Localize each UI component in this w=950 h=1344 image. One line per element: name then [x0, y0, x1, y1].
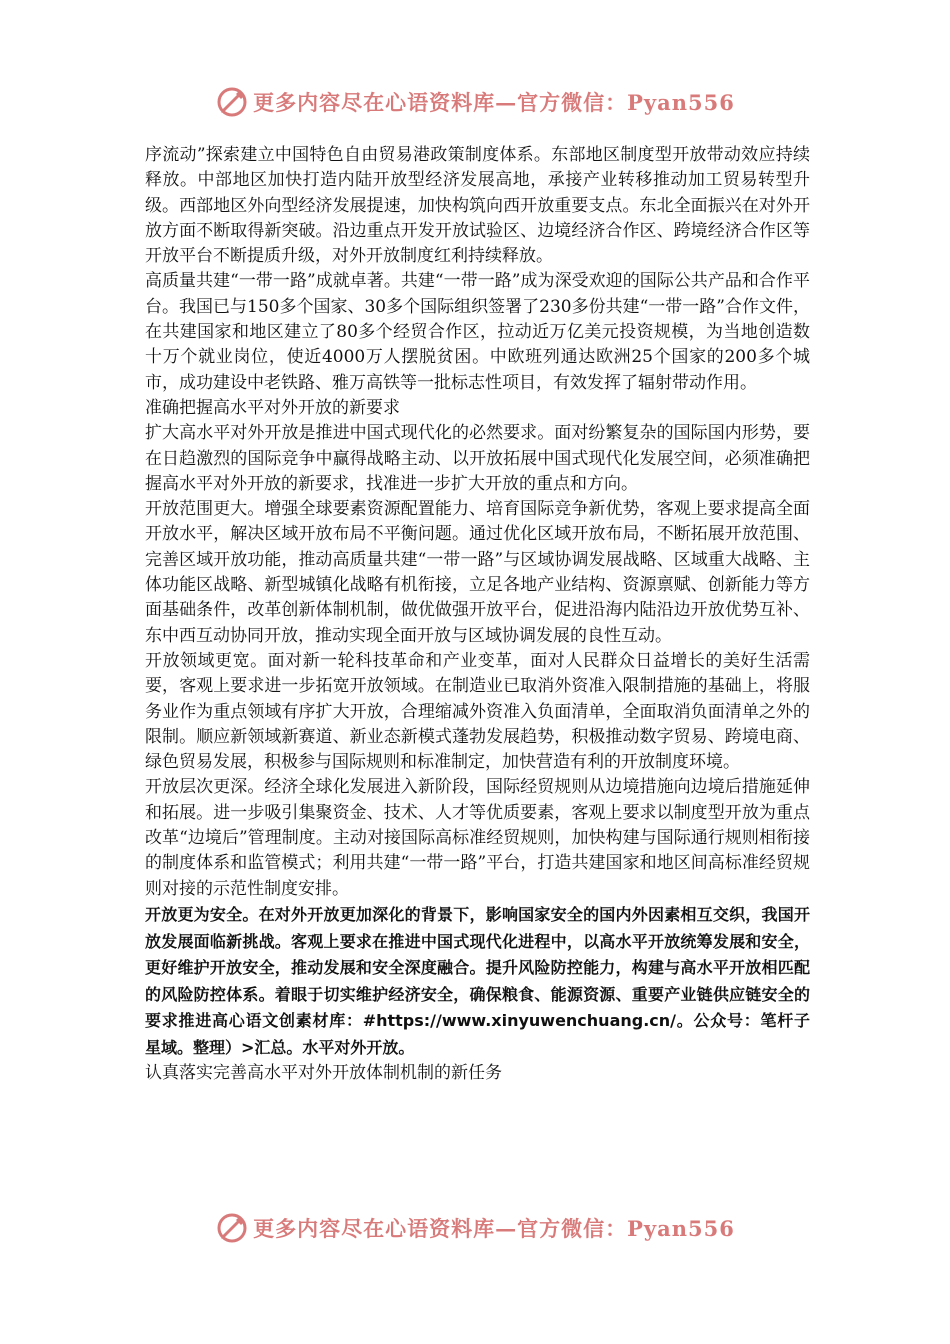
- paragraph-secure-opening: 开放更为安全。在对外开放更加深化的背景下，影响国家安全的国内外因素相互交织，我国开放发展面临新挑战。客观上要求在推进中国式现代化进程中，以高水平开放统筹发展和安全，更好维护开放安全，推动发展和安全深度融合。提升风险防控能力，构建与高水平开放相匹配的风险防控体系。着眼于切实维护经济安全，确保粮食、能源资源、重要产业链供应链安全的要求推进高心语文创素材库：#https://www.xinyuwenchuang.cn/。公众号：笔杆子星域。整理）>汇总。水平对外开放。: [145, 904, 810, 1057]
- header-watermark: [0, 82, 950, 122]
- footer-watermark: [0, 1208, 950, 1248]
- paragraph-deeper-levels: 开放层次更深。经济全球化发展进入新阶段，国际经贸规则从边境措施向边境后措施延伸和拓展。进一步吸引集聚资金、技术、人才等优质要素，客观上要求以制度型开放为重点改革“边境后”管理制度。主动对接国际高标准经贸规则，加快构建与国际通行规则相衔接的制度体系和监管模式；利用共建“一带一路”平台，打造共建国家和地区间高标准经贸规则对接的示范性制度安排。: [145, 777, 810, 899]
- document-body: [145, 143, 810, 1087]
- paragraph-broader-fields: 开放领域更宽。面对新一轮科技革命和产业变革，面对人民群众日益增长的美好生活需要，客观上要求进一步拓宽开放领域。在制造业已取消外资准入限制措施的基础上，将服务业作为重点领域有序扩大开放，合理缩减外资准入负面清单，全面取消负面清单之外的限制。顺应新领域新赛道、新业态新模式蓬勃发展趋势，积极推动数字贸易、跨境电商、绿色贸易发展，积极参与国际规则和标准制定，加快营造有利的开放制度环境。: [145, 650, 810, 773]
- paragraph-wider-scope: 开放范围更大。增强全球要素资源配置能力、培育国际竞争新优势，客观上要求提高全面开放水平，解决区域开放布局不平衡问题。通过优化区域开放布局，不断拓展开放范围、完善区域开放功能，推动高质量共建“一带一路”与区域协调发展战略、区域重大战略、主体功能区战略、新型城镇化战略有机衔接，立足各地产业结构、资源禀赋、创新能力等方面基础条件，改革创新体制机制，做优做强开放平台，促进沿海内陆沿边开放优势互补、东中西互动协同开放，推动实现全面开放与区域协调发展的良性互动。: [145, 499, 810, 646]
- section-heading-new-tasks: 认真落实完善高水平对外开放体制机制的新任务: [145, 1063, 502, 1084]
- pen-logo-icon: [215, 1211, 249, 1245]
- pen-logo-icon: [215, 85, 249, 119]
- header-watermark-text: 更多内容尽在心语资料库—官方微信：Pyan556: [253, 90, 735, 115]
- paragraph-belt-and-road: 高质量共建“一带一路”成就卓著。共建“一带一路”成为深受欢迎的国际公共产品和合作平台。我国已与150多个国家、30多个国际组织签署了230多份共建“一带一路”合作文件，在共建国家和地区建立了80多个经贸合作区，拉动近万亿美元投资规模，为当地创造数十万个就业岗位，使近4000万人摆脱贫困。中欧班列通达欧洲25个国家的200多个城市，成功建设中老铁路、雅万高铁等一批标志性项目，有效发挥了辐射带动作用。: [145, 271, 810, 393]
- footer-watermark-text: 更多内容尽在心语资料库—官方微信：Pyan556: [253, 1216, 735, 1241]
- paragraph-necessity: 扩大高水平对外开放是推进中国式现代化的必然要求。面对纷繁复杂的国际国内形势，要在日趋激烈的国际竞争中赢得战略主动、以开放拓展中国式现代化发展空间，必须准确把握高水平对外开放的新要求，找准进一步扩大开放的重点和方向。: [145, 423, 810, 494]
- section-heading-new-requirements: 准确把握高水平对外开放的新要求: [145, 397, 400, 418]
- paragraph-regional-opening: 序流动”探索建立中国特色自由贸易港政策制度体系。东部地区制度型开放带动效应持续释放。中部地区加快打造内陆开放型经济发展高地，承接产业转移推动加工贸易转型升级。西部地区外向型经济发展提速，加快构筑向西开放重要支点。东北全面振兴在对外开放方面不断取得新突破。沿边重点开发开放试验区、边境经济合作区、跨境经济合作区等开放平台不断提质升级，对外开放制度红利持续释放。: [145, 145, 810, 267]
